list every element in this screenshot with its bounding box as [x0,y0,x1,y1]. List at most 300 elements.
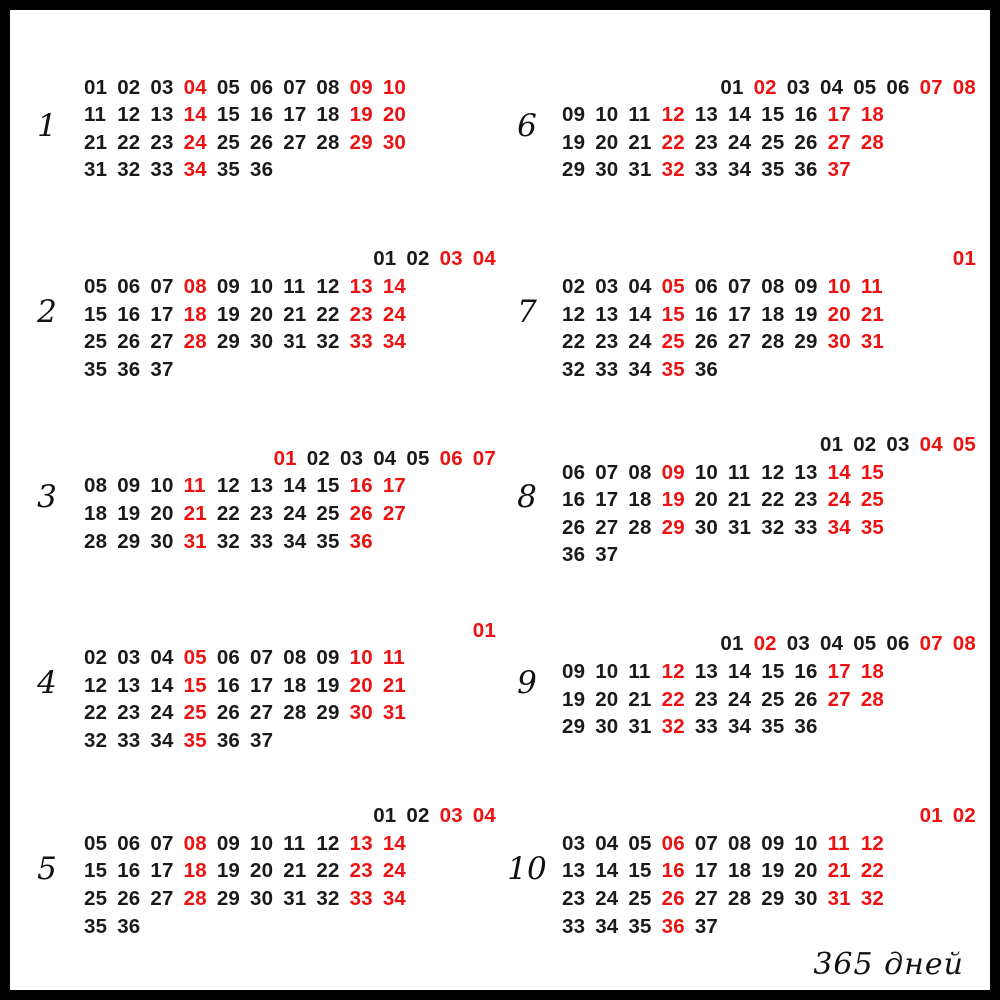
day-number: 22 [84,701,108,725]
day-row [84,156,496,184]
day-number: 14 [150,673,174,697]
day-number-weekend: 12 [661,660,685,684]
day-number: 16 [216,673,241,697]
day-number-weekend: 32 [661,715,685,739]
day-number-weekend: 03 [439,804,463,828]
day-number: 05 [853,75,877,99]
day-number-weekend: 29 [661,515,685,539]
day-row [84,328,496,356]
day-number: 20 [595,687,619,711]
day-number: 17 [694,859,719,883]
day-number: 22 [216,501,241,525]
day-number: 25 [84,886,108,910]
day-number: 24 [728,687,752,711]
period-number: 5 [37,850,57,887]
day-row [84,644,496,672]
day-number: 08 [761,275,785,299]
day-number-weekend: 04 [183,75,207,99]
day-number-weekend: 03 [439,247,463,271]
day-number: 08 [728,831,752,855]
day-number: 35 [84,914,108,938]
day-row [562,101,976,129]
day-number: 26 [694,330,719,354]
day-number-weekend: 24 [183,130,207,154]
day-number: 03 [562,831,586,855]
day-number: 11 [283,831,306,855]
day-row [84,699,496,727]
day-number: 22 [316,302,340,326]
calendar-sheet [10,10,990,990]
day-number: 29 [316,701,340,725]
day-number-weekend: 22 [661,687,685,711]
day-number: 21 [283,302,307,326]
day-number-weekend: 35 [661,357,685,381]
day-number-weekend: 24 [827,488,851,512]
day-number: 27 [283,130,307,154]
day-number: 23 [694,130,719,154]
day-number: 11 [84,103,107,127]
day-number: 10 [250,275,274,299]
day-number: 27 [150,330,174,354]
period-block [16,222,496,408]
day-number: 29 [761,886,785,910]
day-number: 35 [216,158,241,182]
period-block [496,593,976,779]
day-number: 03 [786,75,810,99]
day-number: 19 [562,130,586,154]
sheet-caption: 365 дней [813,947,964,982]
day-number-weekend: 04 [919,433,943,457]
day-row [84,617,496,645]
day-number: 33 [794,515,818,539]
day-number-weekend: 16 [349,474,373,498]
day-number: 21 [728,488,752,512]
day-number-weekend: 01 [472,618,496,642]
day-number-weekend: 15 [860,460,885,484]
day-number: 30 [150,529,174,553]
day-number: 08 [283,646,307,670]
day-number: 14 [628,302,652,326]
day-number: 02 [406,804,430,828]
day-number-weekend: 19 [661,488,685,512]
day-number: 28 [628,515,652,539]
day-number-weekend: 34 [827,515,851,539]
day-number-weekend: 18 [183,302,207,326]
day-number-weekend: 27 [827,687,851,711]
day-row [84,245,496,273]
day-number: 31 [283,330,307,354]
day-number-weekend: 26 [349,501,373,525]
day-row [562,129,976,157]
day-number: 02 [853,433,877,457]
day-number: 30 [595,158,619,182]
day-number: 28 [316,130,340,154]
day-number: 24 [283,501,307,525]
period-block [16,407,496,593]
day-number: 12 [117,103,141,127]
day-number: 05 [853,632,877,656]
day-number: 02 [406,247,430,271]
day-number: 09 [794,275,818,299]
day-number-weekend: 14 [382,831,407,855]
day-number-weekend: 35 [183,728,207,752]
day-number: 20 [794,859,818,883]
day-number: 20 [150,501,174,525]
day-number: 33 [694,715,719,739]
day-number: 26 [250,130,274,154]
day-number: 15 [761,103,785,127]
day-number: 32 [117,158,141,182]
day-row [84,802,496,830]
day-number: 21 [283,859,307,883]
day-row [84,672,496,700]
day-row [84,445,496,473]
day-number: 24 [595,886,619,910]
day-row [84,500,496,528]
day-row [562,857,976,885]
day-number: 18 [84,501,108,525]
day-number: 05 [84,831,108,855]
period-number: 10 [507,850,547,887]
day-number-weekend: 12 [860,831,885,855]
day-number: 10 [150,474,174,498]
day-row [562,459,976,487]
day-number-weekend: 31 [183,529,207,553]
day-number: 30 [794,886,818,910]
period-number: 6 [517,108,537,145]
day-number-weekend: 32 [860,886,885,910]
day-number-weekend: 23 [349,859,373,883]
day-number: 22 [117,130,141,154]
day-number: 13 [694,660,719,684]
day-number: 31 [283,886,307,910]
day-number: 11 [283,275,306,299]
day-number: 29 [117,529,141,553]
day-row [562,156,976,184]
day-number: 34 [728,158,752,182]
day-number-weekend: 20 [827,302,851,326]
day-number: 15 [316,474,340,498]
day-number: 35 [628,914,652,938]
day-number: 08 [84,474,108,498]
day-number: 31 [628,715,652,739]
day-number: 06 [694,275,719,299]
day-number: 23 [250,501,274,525]
day-number: 30 [595,715,619,739]
day-row [562,356,976,384]
day-number: 17 [250,673,274,697]
day-number-weekend: 25 [183,701,207,725]
day-row [562,74,976,102]
day-number: 09 [761,831,785,855]
day-number: 24 [150,701,174,725]
day-number-weekend: 17 [827,103,851,127]
day-number: 22 [761,488,785,512]
day-number: 12 [761,460,785,484]
period-block [16,593,496,779]
day-number-weekend: 11 [860,275,883,299]
period-block [496,36,976,222]
day-number: 13 [150,103,174,127]
day-number-weekend: 10 [382,75,407,99]
period-number: 1 [37,108,57,145]
period-day-rows [558,630,976,740]
period-block [496,778,976,964]
day-number: 13 [562,859,586,883]
day-number-weekend: 14 [183,103,207,127]
day-number-weekend: 01 [919,804,943,828]
period-number: 7 [517,293,537,330]
day-number: 28 [283,701,307,725]
day-number: 02 [117,75,141,99]
day-number: 19 [794,302,818,326]
day-number: 25 [628,886,652,910]
day-number-weekend: 28 [183,330,207,354]
day-number: 31 [628,158,652,182]
day-number: 21 [628,687,652,711]
period-number: 8 [517,479,537,516]
day-number: 17 [595,488,619,512]
day-number-weekend: 05 [183,646,207,670]
day-number: 13 [250,474,274,498]
day-number: 30 [694,515,719,539]
day-number-weekend: 16 [661,859,685,883]
day-number: 25 [216,130,241,154]
day-row [562,885,976,913]
period-block [16,36,496,222]
day-row [562,686,976,714]
day-number: 06 [250,75,274,99]
day-row [84,356,496,384]
day-number: 05 [216,75,241,99]
day-number-weekend: 08 [952,632,976,656]
day-number: 10 [694,460,719,484]
day-number-weekend: 15 [183,673,207,697]
day-number: 36 [794,715,818,739]
day-number: 06 [562,460,586,484]
day-number-weekend: 10 [349,646,373,670]
day-number: 33 [562,914,586,938]
day-number-weekend: 26 [661,886,685,910]
day-number: 15 [628,859,652,883]
day-number-weekend: 35 [860,515,885,539]
day-number-weekend: 07 [472,446,496,470]
day-number: 32 [562,357,586,381]
day-number: 09 [562,660,586,684]
day-number: 26 [216,701,241,725]
period-number: 4 [37,665,57,702]
day-number: 28 [728,886,752,910]
day-number: 01 [720,632,744,656]
day-number-weekend: 30 [827,330,851,354]
day-row [84,273,496,301]
day-number-weekend: 20 [349,673,373,697]
day-number: 34 [728,715,752,739]
day-number-weekend: 28 [860,687,885,711]
day-number: 22 [316,859,340,883]
day-number: 04 [150,646,174,670]
day-number: 27 [728,330,752,354]
day-number-weekend: 31 [382,701,407,725]
day-number: 34 [628,357,652,381]
day-number-weekend: 05 [661,275,685,299]
day-number: 37 [150,357,174,381]
day-number: 36 [117,914,141,938]
day-number: 19 [216,302,241,326]
day-row [562,713,976,741]
day-number: 34 [150,728,174,752]
day-number-weekend: 21 [183,501,207,525]
day-number: 29 [562,715,586,739]
period-day-rows [78,802,496,940]
day-number: 36 [694,357,719,381]
period-number: 2 [37,293,57,330]
day-number: 13 [117,673,141,697]
day-number: 03 [886,433,910,457]
day-number-weekend: 15 [661,302,685,326]
day-number: 07 [595,460,619,484]
day-number: 20 [250,859,274,883]
day-number-weekend: 25 [860,488,885,512]
day-number-weekend: 27 [382,501,407,525]
day-number: 20 [595,130,619,154]
day-number: 04 [819,632,844,656]
period-day-rows [78,245,496,383]
day-number: 34 [283,529,307,553]
day-number-weekend: 09 [661,460,685,484]
day-number-weekend: 24 [382,302,407,326]
day-number: 07 [728,275,752,299]
day-number-weekend: 31 [860,330,885,354]
day-number-weekend: 08 [952,75,976,99]
day-number: 03 [150,75,174,99]
day-number: 21 [628,130,652,154]
day-number: 05 [628,831,652,855]
day-number: 12 [316,831,340,855]
day-number: 07 [694,831,719,855]
day-row [84,528,496,556]
day-number-weekend: 30 [349,701,373,725]
day-number: 23 [595,330,619,354]
day-row [84,472,496,500]
day-number: 15 [761,660,785,684]
day-number: 29 [794,330,818,354]
day-number: 32 [316,886,340,910]
day-number: 15 [84,859,108,883]
day-number-weekend: 01 [952,247,976,271]
day-number: 26 [562,515,586,539]
day-number-weekend: 13 [349,275,373,299]
period-day-rows [558,431,976,569]
day-number: 16 [250,103,274,127]
day-number: 12 [562,302,586,326]
period-grid [10,10,990,990]
period-day-rows [558,74,976,184]
day-number: 06 [216,646,241,670]
day-number: 25 [316,501,340,525]
period-block [496,222,976,408]
day-number: 29 [216,330,241,354]
day-number: 17 [283,103,307,127]
day-number: 25 [761,130,785,154]
day-number-weekend: 28 [183,886,207,910]
day-number: 10 [595,660,619,684]
day-number-weekend: 18 [860,103,885,127]
day-number: 26 [794,130,818,154]
day-number: 37 [694,914,719,938]
day-number: 32 [761,515,785,539]
day-number: 01 [373,804,397,828]
day-number-weekend: 22 [860,859,885,883]
day-number-weekend: 11 [382,646,405,670]
day-number-weekend: 21 [860,302,885,326]
day-number: 03 [786,632,810,656]
day-number: 27 [250,701,274,725]
day-number: 04 [628,275,652,299]
day-number: 01 [373,247,397,271]
day-number: 33 [150,158,174,182]
day-number: 24 [728,130,752,154]
day-number: 30 [250,886,274,910]
day-number: 26 [794,687,818,711]
day-number-weekend: 06 [661,831,685,855]
day-number-weekend: 19 [349,103,373,127]
day-row [84,885,496,913]
day-number: 32 [216,529,241,553]
day-number: 12 [316,275,340,299]
day-row [562,913,976,941]
day-number: 18 [761,302,785,326]
day-number-weekend: 28 [860,130,885,154]
day-number: 18 [316,103,340,127]
day-number: 14 [283,474,307,498]
day-number: 36 [117,357,141,381]
day-number-weekend: 09 [349,75,373,99]
day-row [562,328,976,356]
day-number: 23 [794,488,818,512]
day-row [562,431,976,459]
day-number: 06 [886,75,910,99]
day-number: 16 [694,302,719,326]
day-number-weekend: 11 [183,474,206,498]
day-number: 28 [84,529,108,553]
day-number: 13 [794,460,818,484]
day-number: 08 [316,75,340,99]
day-number-weekend: 36 [661,914,685,938]
day-number: 37 [250,728,274,752]
day-row [562,658,976,686]
day-number-weekend: 18 [183,859,207,883]
day-number: 07 [150,275,174,299]
day-number: 09 [316,646,340,670]
day-number: 14 [728,660,752,684]
day-number-weekend: 29 [349,130,373,154]
day-number-weekend: 06 [439,446,463,470]
day-number: 28 [761,330,785,354]
period-number: 3 [37,479,57,516]
day-number: 33 [595,357,619,381]
day-number: 04 [373,446,397,470]
day-number: 13 [694,103,719,127]
day-number-weekend: 08 [183,275,207,299]
day-number-weekend: 17 [827,660,851,684]
day-number-weekend: 10 [827,275,851,299]
day-number: 35 [84,357,108,381]
day-number: 16 [794,660,818,684]
day-number-weekend: 30 [382,130,407,154]
day-number-weekend: 12 [661,103,685,127]
day-number-weekend: 01 [273,446,297,470]
